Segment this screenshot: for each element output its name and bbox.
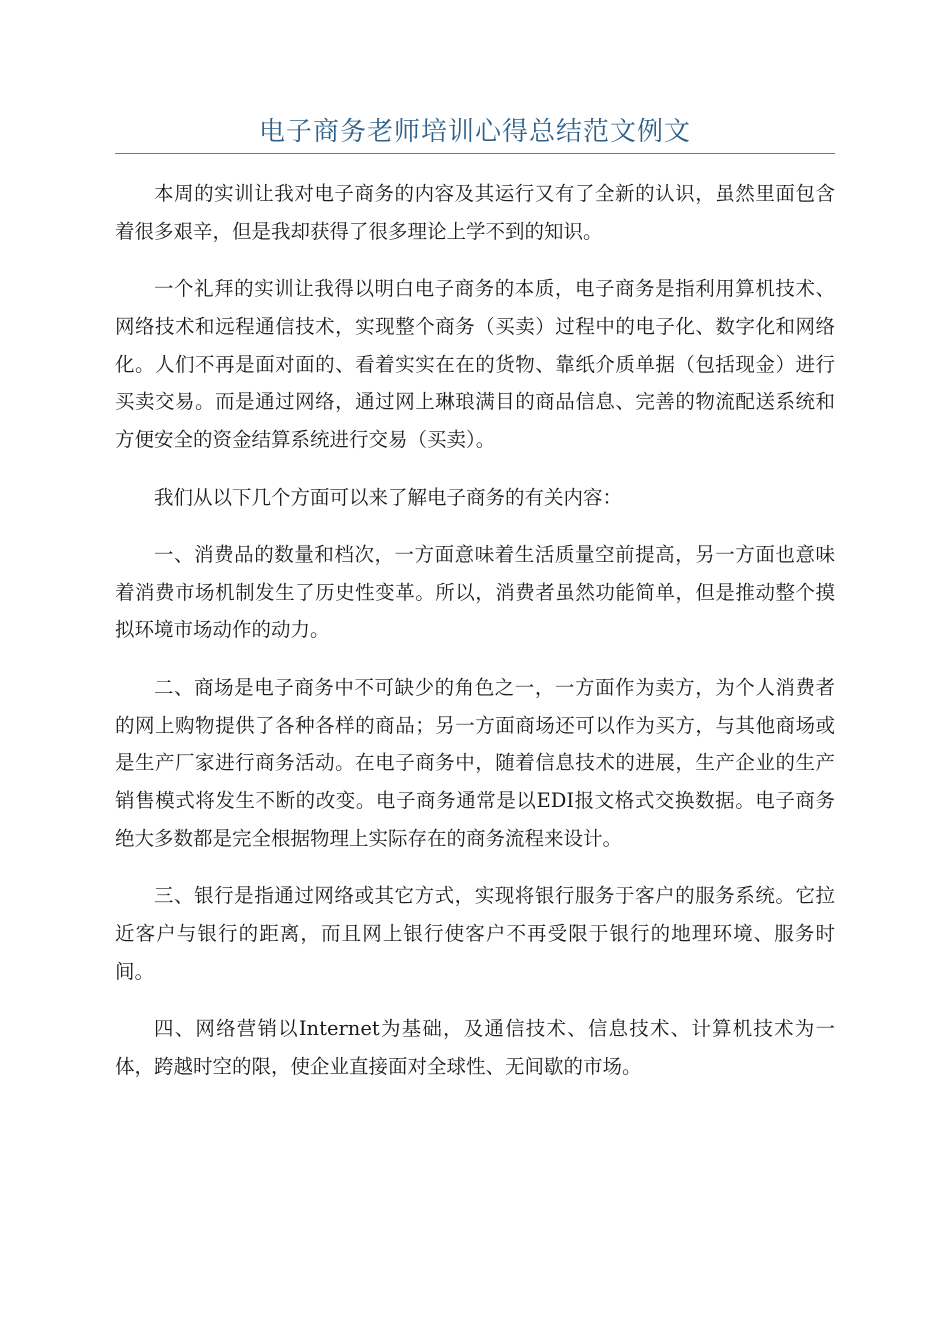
paragraph: 四、网络营销以Internet为基础，及通信技术、信息技术、计算机技术为一体，跨越时空的限，使企业直接面对全球性、无间歇的市场。	[115, 1017, 835, 1078]
document-title: 电子商务老师培训心得总结范文例文	[258, 117, 691, 147]
paragraph: 我们从以下几个方面可以来了解电子商务的有关内容：	[154, 485, 623, 509]
title-underline	[115, 153, 835, 154]
paragraph: 一个礼拜的实训让我得以明白电子商务的本质，电子商务是指利用算机技术、网络技术和远程通信技术，实现整个商务（买卖）过程中的电子化、数字化和网络化。人们不再是面对面的、看着实实在在的货物、靠纸介质单据（包括现金）进行买卖交易。而是通过网络，通过网上琳琅满目的商品信息、完善的物流配送系统和方便安全的资金结算系统进行交易（买卖）。	[115, 277, 835, 452]
paragraph: 一、消费品的数量和档次，一方面意味着生活质量空前提高，另一方面也意味着消费市场机制发生了历史性变革。所以，消费者虽然功能简单，但是推动整个摸拟环境市场动作的动力。	[115, 542, 835, 642]
paragraph: 三、银行是指通过网络或其它方式，实现将银行服务于客户的服务系统。它拉近客户与银行的距离，而且网上银行使客户不再受限于银行的地理环境、服务时间。	[115, 884, 835, 983]
paragraph: 本周的实训让我对电子商务的内容及其运行又有了全新的认识，虽然里面包含着很多艰辛，但是我却获得了很多理论上学不到的知识。	[115, 182, 835, 243]
paragraph: 二、商场是电子商务中不可缺少的角色之一，一方面作为卖方，为个人消费者的网上购物提供了各种各样的商品；另一方面商场还可以作为买方，与其他商场或是生产厂家进行商务活动。在电子商务中，随着信息技术的进展，生产企业的生产销售模式将发生不断的改变。电子商务通常是以EDI报文格式交换数据。电子商务绝大多数都是完全根据物理上实际存在的商务流程来设计。	[115, 675, 835, 850]
document-body	[115, 175, 835, 1105]
